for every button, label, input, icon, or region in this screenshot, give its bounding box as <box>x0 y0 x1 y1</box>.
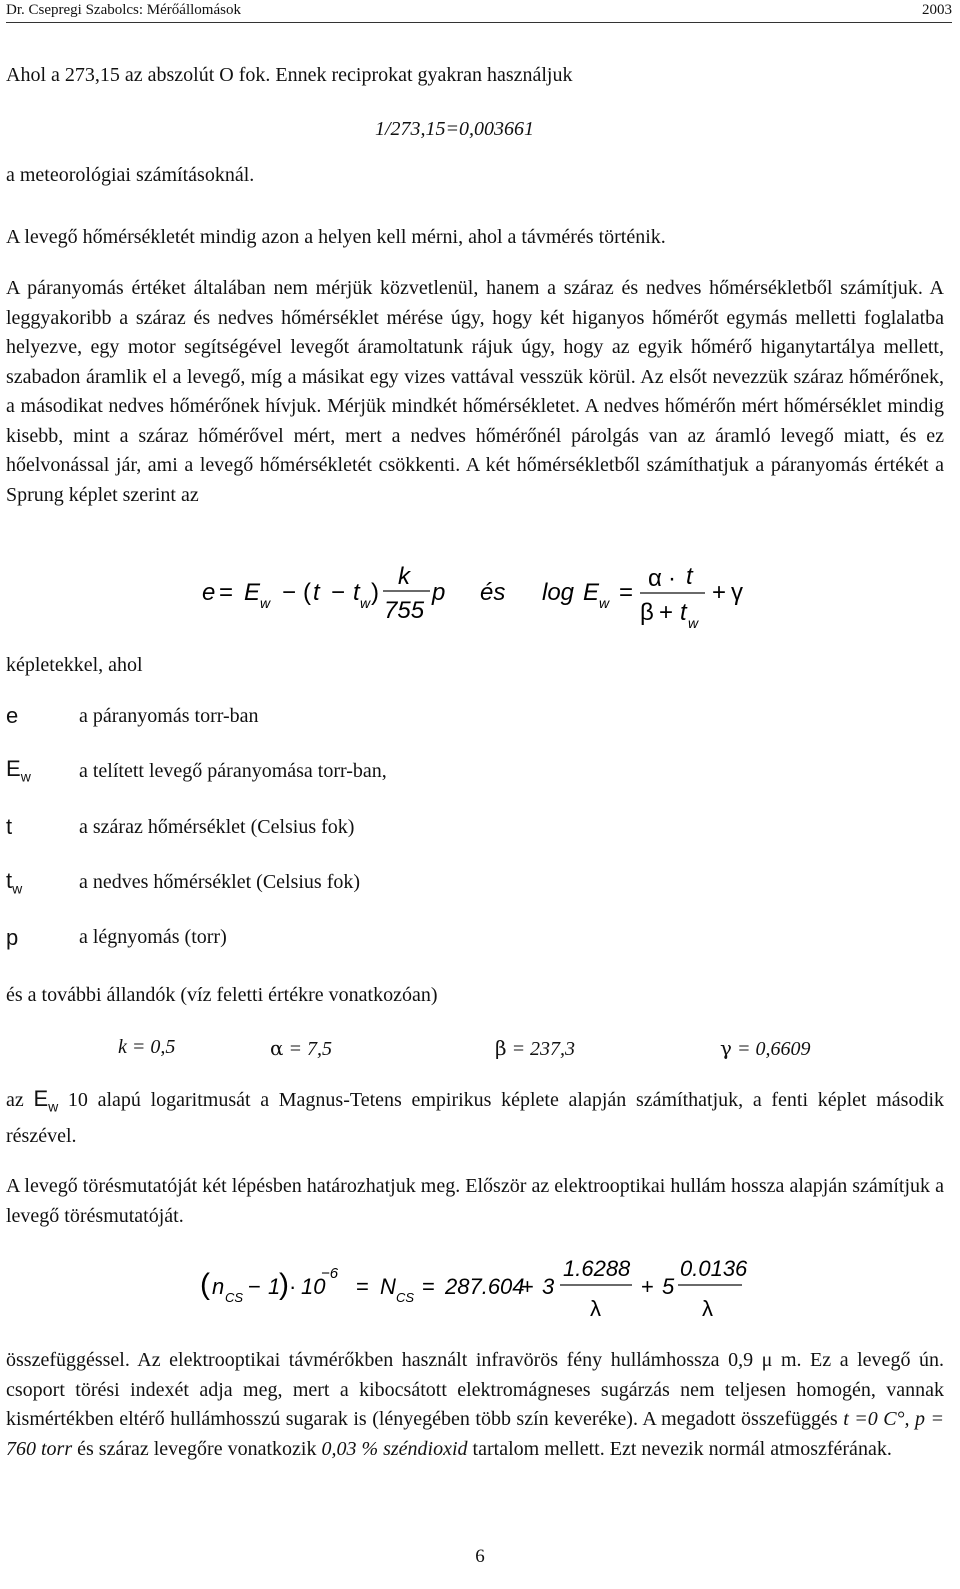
def-text-t: a száraz hőmérséklet (Celsius fok) <box>79 816 355 838</box>
text-line-absolute-zero: Ahol a 273,15 az abszolút O fok. Ennek reciprokat gyakran használjuk <box>6 64 573 86</box>
inline-symbol-Ew: $E_w$ <box>33 1086 59 1115</box>
reciprocal-value: 1/273,15=0,003661 <box>375 118 535 140</box>
page-header <box>6 0 952 23</box>
formula-t3: t <box>686 563 693 590</box>
constant-alpha: α = 7,5 <box>270 1036 333 1060</box>
f2-dot: · <box>289 1274 297 1299</box>
formula-t1: t <box>313 579 320 606</box>
formula-es: és <box>480 579 506 606</box>
def-symbol-p: p <box>6 925 19 950</box>
text-line-meteorology: a meteorológiai számításoknál. <box>6 164 255 186</box>
f2-exp: −6 <box>321 1265 339 1282</box>
page-number: 6 <box>475 1546 485 1567</box>
f2-plus1: + <box>521 1274 534 1299</box>
def-text-Ew: a telített levegő páranyomása torr-ban, <box>79 760 387 782</box>
f2-plus2: + <box>641 1274 654 1299</box>
def-text-e: a páranyomás torr-ban <box>79 705 259 727</box>
formula-755: 755 <box>384 597 425 624</box>
f2-lambda1: λ <box>590 1296 601 1321</box>
formula-eq2: = <box>619 579 634 606</box>
formula-e: e <box>202 579 216 606</box>
formula-E2: E <box>583 579 600 606</box>
condition-co2: 0,03 % széndioxid <box>321 1437 468 1460</box>
def-text-p: a légnyomás (torr) <box>79 926 227 948</box>
condition-temp-pressure: t =0 C°, p = 760 torr <box>6 1408 944 1460</box>
formula-t2: t <box>353 579 360 606</box>
f2-n: n <box>212 1274 225 1299</box>
def-symbol-e: e <box>6 703 19 728</box>
paragraph-refraction: A levegő törésmutatóját két lépésben határozhatjuk meg. Először az elektrooptikai hullám hossza alapján számítjuk a levegő törésmutatóját. <box>6 1175 944 1227</box>
f2-287: 287.604 <box>445 1274 525 1299</box>
constant-k: k = 0,5 <box>118 1036 176 1058</box>
def-text-tw: a nedves hőmérséklet (Celsius fok) <box>79 871 361 893</box>
f2-cs2: CS <box>396 1290 415 1305</box>
header-author-title: Dr. Csepregi Szabolcs: Mérőállomások <box>6 2 241 18</box>
constant-beta: β = 237,3 <box>495 1036 576 1060</box>
constant-gamma: γ = 0,6609 <box>720 1036 811 1060</box>
def-symbol-t: t <box>6 814 13 839</box>
paragraph-infrared: összefüggéssel. Az elektrooptikai távmérőkben használt infravörös fény hullámhossza 0,9 μ m. Ez a levegő ún. csoport törési indexét adja meg, mert a kibocsátott elektromágneses sugárzás nem teljesen homogén, vannak kismértékben eltérő hullámhosszú sugarak is (lényegében több szín keveréke). A megadott összefüggés t =0 C°, p = 760 torr és száraz levegőre vonatkozik 0,03 % széndioxid tartalom mellett. Ezt nevezik normál atmoszférának. <box>6 1349 944 1460</box>
text-constants-intro: és a további állandók (víz feletti értékre vonatkozóan) <box>6 984 438 1006</box>
header-year: 2003 <box>922 2 952 18</box>
formula-w1: w <box>260 595 271 611</box>
f2-five: 5 <box>662 1274 675 1299</box>
f2-three: 3 <box>542 1274 555 1299</box>
formula-gamma: γ <box>731 579 743 606</box>
formula-w4: w <box>688 615 699 631</box>
f2-num2: 0.0136 <box>680 1256 748 1281</box>
formula-beta: β <box>640 599 654 626</box>
f2-lambda2: λ <box>702 1296 713 1321</box>
formula-rparen: ) <box>371 579 379 606</box>
formula-plus2: + <box>712 579 727 606</box>
sprung-formula <box>0 548 960 638</box>
f2-ten: 10 <box>301 1274 326 1299</box>
f2-one: 1 <box>268 1274 281 1299</box>
f2-minus: − <box>248 1274 261 1299</box>
formula-eq1: = <box>219 579 234 606</box>
f2-rparen: ) <box>279 1268 289 1301</box>
formula-w3: w <box>599 595 610 611</box>
paragraph-magnus: az $E_w$ 10 alapú logaritmusát a Magnus-Tetens empirikus képlete alapján számíthatjuk, a fenti képlet második részével. <box>6 1086 944 1147</box>
formula-k: k <box>398 563 410 590</box>
f2-lparen: ( <box>200 1268 210 1301</box>
f2-cs1: CS <box>225 1290 244 1305</box>
formula-minus2: − <box>331 579 346 606</box>
formula-w2: w <box>360 595 371 611</box>
def-symbol-Ew: $E_w$ <box>6 756 31 785</box>
formula-minus1: − <box>282 579 297 606</box>
refraction-formula <box>0 1250 960 1325</box>
f2-eq2: = <box>422 1274 435 1299</box>
formula-plus1: + <box>659 599 674 626</box>
f2-num1: 1.6288 <box>563 1256 631 1281</box>
def-symbol-tw: $t_w$ <box>6 868 23 897</box>
formula-alpha: α <box>648 565 662 592</box>
f2-N: N <box>380 1274 396 1299</box>
text-line-temperature: A levegő hőmérsékletét mindig azon a helyen kell mérni, ahol a távmérés történik. <box>6 226 666 248</box>
formula-log: log <box>542 579 575 606</box>
paragraph-vapor-pressure: A páranyomás értéket általában nem mérjük közvetlenül, hanem a száraz és nedves hőmérsékletből számítjuk. A leggyakoribb a száraz és nedves hőmérséklet mérése úgy, hogy két higanyos hőmérőt egymás melletti foglalatba helyezve, egy motor segítségével levegőt áramoltatunk rájuk úgy, hogy az egyik hőmérő higanytartálya mellett, szabadon áramlik el a levegő, míg a másikat egy vizes vattával vesszük körül. Az elsőt nevezzük száraz hőmérőnek, a másodikat nedves hőmérőnek hívjuk. Mérjük mindkét hőmérsékletet. A nedves hőmérőn mért hőmérséklet mindig kisebb, mint a száraz hőmérővel mért, mert a nedves hőmérőnél párolgás van az áramló levegő miatt, és ez hőelvonással jár, ami a levegő hőmérsékletét csökkenti. A két hőmérsékletből számíthatjuk a páranyomás értékét a Sprung képlet szerint az <box>6 277 944 506</box>
formula-E: E <box>244 579 261 606</box>
formula-dot: · <box>668 565 676 592</box>
formula-t4: t <box>680 599 687 626</box>
f2-eq1: = <box>356 1274 369 1299</box>
formula-p: p <box>432 579 446 606</box>
formula-lparen: ( <box>303 579 311 606</box>
text-kepletekkel: képletekkel, ahol <box>6 654 143 676</box>
